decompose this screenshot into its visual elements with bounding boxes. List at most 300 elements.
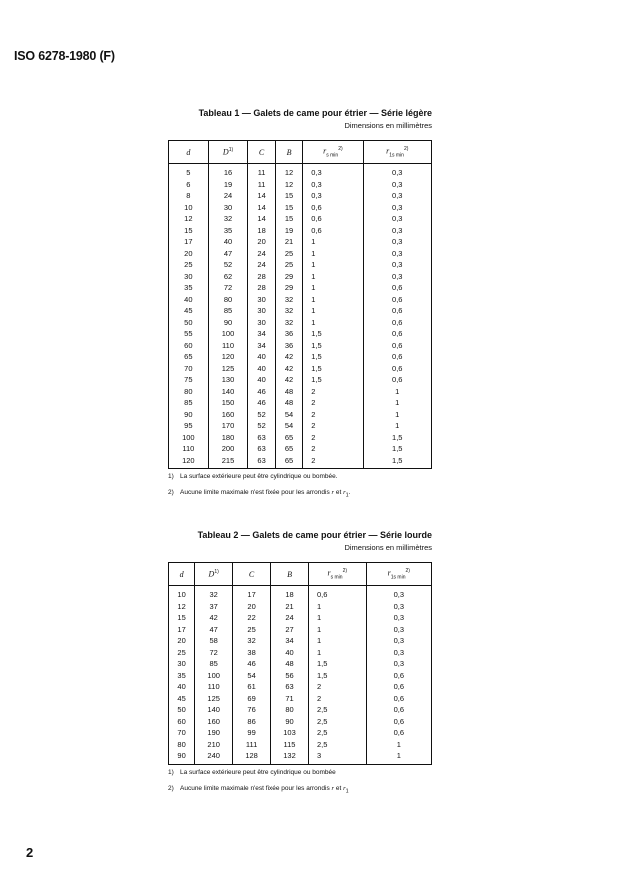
table-cell: 19 [208, 179, 248, 191]
table-cell: 62 [208, 271, 248, 283]
table-cell: 40 [271, 647, 309, 659]
table-cell: 56 [271, 670, 309, 682]
table-cell: 14 [248, 190, 275, 202]
table-cell: 12 [275, 164, 302, 179]
table-cell: 80 [271, 704, 309, 716]
table-cell: 2 [303, 420, 363, 432]
table-cell: 6 [169, 179, 209, 191]
table-cell: 1 [303, 305, 363, 317]
table-cell: 37 [195, 601, 233, 613]
table-cell: 20 [169, 635, 195, 647]
table-cell: 0,6 [366, 681, 431, 693]
table-cell: 1,5 [308, 658, 366, 670]
table2-unit-note: Dimensions en millimètres [344, 543, 432, 552]
table-row [169, 420, 432, 432]
table-cell: 0,6 [363, 340, 431, 352]
table-row [169, 328, 432, 340]
table-cell: 111 [233, 739, 271, 751]
table-cell: 24 [271, 612, 309, 624]
table-cell: 0,6 [363, 305, 431, 317]
table-cell: 160 [208, 409, 248, 421]
table-cell: 170 [208, 420, 248, 432]
table-cell: 0,3 [363, 213, 431, 225]
table-cell: 72 [208, 282, 248, 294]
table-cell: 1 [363, 397, 431, 409]
table-cell: 110 [208, 340, 248, 352]
table-cell: 0,3 [363, 271, 431, 283]
table-row [169, 164, 432, 179]
table-cell: 2 [303, 455, 363, 469]
table-cell: 2,5 [308, 704, 366, 716]
table-cell: 15 [275, 202, 302, 214]
table-cell: 46 [248, 386, 275, 398]
table-cell: 25 [169, 647, 195, 659]
table-cell: 65 [169, 351, 209, 363]
table-cell: 115 [271, 739, 309, 751]
table-cell: 60 [169, 340, 209, 352]
table-cell: 1,5 [303, 363, 363, 375]
table-cell: 2 [303, 432, 363, 444]
table-cell: 90 [169, 750, 195, 764]
table-cell: 0,3 [366, 601, 431, 613]
table-cell: 1 [303, 248, 363, 260]
table-row [169, 443, 432, 455]
table-cell: 0,3 [363, 225, 431, 237]
table-cell: 10 [169, 202, 209, 214]
table-cell: 60 [169, 716, 195, 728]
table-cell: 0,3 [303, 179, 363, 191]
table-row [169, 670, 432, 682]
table-cell: 32 [233, 635, 271, 647]
col-C-header: C [248, 141, 275, 164]
table-row [169, 236, 432, 248]
table-row [169, 658, 432, 670]
table-cell: 50 [169, 704, 195, 716]
table-row [169, 704, 432, 716]
table-cell: 1,5 [303, 340, 363, 352]
col-D-header: $D^{1)}$ [195, 563, 233, 586]
table-row [169, 432, 432, 444]
table-cell: 58 [195, 635, 233, 647]
table-cell: 40 [248, 374, 275, 386]
table-row [169, 259, 432, 271]
col-rs-header: $r_{s min}^{2)}$ [308, 563, 366, 586]
table-cell: 1,5 [308, 670, 366, 682]
table-cell: 0,6 [303, 225, 363, 237]
table-cell: 1,5 [303, 374, 363, 386]
table-cell: 15 [275, 190, 302, 202]
table-cell: 40 [248, 363, 275, 375]
table-cell: 1 [308, 612, 366, 624]
table-cell: 100 [195, 670, 233, 682]
table-row [169, 190, 432, 202]
table-cell: 65 [275, 432, 302, 444]
table2-header-row [169, 563, 432, 586]
table-cell: 30 [248, 294, 275, 306]
col-B-header: B [275, 141, 302, 164]
table-cell: 0,3 [363, 164, 431, 179]
table-cell: 1 [303, 271, 363, 283]
col-d-header: d [169, 141, 209, 164]
table-cell: 28 [248, 282, 275, 294]
table-cell: 52 [208, 259, 248, 271]
table-cell: 0,3 [363, 259, 431, 271]
table-cell: 86 [233, 716, 271, 728]
table-row [169, 586, 432, 601]
table1-header-row [169, 141, 432, 164]
table-cell: 150 [208, 397, 248, 409]
table1-note-1: 1) La surface extérieure peut être cylindrique ou bombée. [168, 473, 338, 480]
table-cell: 0,6 [363, 374, 431, 386]
table-cell: 0,3 [366, 658, 431, 670]
table-cell: 12 [275, 179, 302, 191]
table1-title: Tableau 1 — Galets de came pour étrier — Série légère [198, 108, 432, 118]
table-cell: 1,5 [363, 432, 431, 444]
table-cell: 2 [303, 386, 363, 398]
table-cell: 30 [248, 305, 275, 317]
table-row [169, 225, 432, 237]
table-cell: 0,6 [363, 282, 431, 294]
table-cell: 32 [275, 317, 302, 329]
table1-block [168, 108, 432, 507]
table-cell: 0,6 [366, 693, 431, 705]
table-cell: 1 [366, 750, 431, 764]
table-cell: 80 [169, 739, 195, 751]
table-cell: 55 [169, 328, 209, 340]
table-cell: 65 [275, 443, 302, 455]
table-cell: 0,3 [363, 190, 431, 202]
table-row [169, 693, 432, 705]
table-row [169, 409, 432, 421]
table-cell: 0,3 [303, 190, 363, 202]
table-cell: 54 [275, 420, 302, 432]
table-cell: 29 [275, 271, 302, 283]
table-cell: 30 [169, 658, 195, 670]
table-cell: 1 [308, 601, 366, 613]
table-cell: 34 [248, 340, 275, 352]
col-D-header: $D^{1)}$ [208, 141, 248, 164]
table-row [169, 727, 432, 739]
table-cell: 47 [195, 624, 233, 636]
table-row [169, 202, 432, 214]
table-cell: 20 [169, 248, 209, 260]
col-d-header: d [169, 563, 195, 586]
table-cell: 52 [248, 420, 275, 432]
table-cell: 63 [248, 455, 275, 469]
table-row [169, 271, 432, 283]
table2-note-1: 1) La surface extérieure peut être cylindrique ou bombée [168, 768, 336, 776]
table-cell: 46 [248, 397, 275, 409]
table-cell: 1 [308, 647, 366, 659]
table-cell: 0,6 [363, 328, 431, 340]
table-cell: 63 [248, 443, 275, 455]
table2-notes [168, 769, 432, 794]
table-cell: 32 [275, 294, 302, 306]
table-cell: 0,6 [363, 294, 431, 306]
table-cell: 24 [248, 259, 275, 271]
table-cell: 10 [169, 586, 195, 601]
table-cell: 17 [169, 236, 209, 248]
table-cell: 1 [303, 317, 363, 329]
table-cell: 0,6 [366, 704, 431, 716]
table-cell: 16 [208, 164, 248, 179]
table-row [169, 739, 432, 751]
table-cell: 28 [248, 271, 275, 283]
table-cell: 30 [248, 317, 275, 329]
table-cell: 80 [169, 386, 209, 398]
table-cell: 132 [271, 750, 309, 764]
table-cell: 32 [208, 213, 248, 225]
table-cell: 85 [195, 658, 233, 670]
table-cell: 1,5 [363, 455, 431, 469]
table-cell: 25 [169, 259, 209, 271]
table-cell: 19 [275, 225, 302, 237]
table2-block [168, 530, 432, 803]
table-cell: 0,6 [363, 317, 431, 329]
table-cell: 0,3 [363, 202, 431, 214]
table-cell: 17 [233, 586, 271, 601]
table-cell: 1 [366, 739, 431, 751]
table-cell: 54 [275, 409, 302, 421]
table-cell: 120 [208, 351, 248, 363]
table-cell: 48 [275, 397, 302, 409]
table1-note-2: 2) Aucune limite maximale n'est fixée pour les arrondis r et $r_1$. [168, 489, 351, 499]
table-cell: 3 [308, 750, 366, 764]
table-cell: 1 [308, 624, 366, 636]
col-C-header: C [233, 563, 271, 586]
table-cell: 125 [208, 363, 248, 375]
table-cell: 22 [233, 612, 271, 624]
table-row [169, 248, 432, 260]
table-cell: 200 [208, 443, 248, 455]
table-cell: 20 [233, 601, 271, 613]
table-row [169, 612, 432, 624]
table-cell: 128 [233, 750, 271, 764]
table-cell: 80 [208, 294, 248, 306]
table1 [168, 140, 432, 469]
table-cell: 0,3 [366, 624, 431, 636]
table-cell: 100 [169, 432, 209, 444]
table-cell: 45 [169, 693, 195, 705]
table-cell: 20 [248, 236, 275, 248]
table-row [169, 397, 432, 409]
table-row [169, 317, 432, 329]
table-cell: 8 [169, 190, 209, 202]
table1-notes [168, 473, 432, 498]
table-cell: 40 [169, 681, 195, 693]
table-cell: 1 [363, 409, 431, 421]
table2-title: Tableau 2 — Galets de came pour étrier — Série lourde [197, 530, 432, 540]
table-cell: 85 [169, 397, 209, 409]
table-cell: 34 [248, 328, 275, 340]
table-cell: 24 [208, 190, 248, 202]
table-cell: 54 [233, 670, 271, 682]
table-cell: 0,6 [366, 716, 431, 728]
table-cell: 1,5 [363, 443, 431, 455]
table-cell: 100 [208, 328, 248, 340]
table-row [169, 305, 432, 317]
table-cell: 63 [248, 432, 275, 444]
table-cell: 90 [208, 317, 248, 329]
table-cell: 48 [271, 658, 309, 670]
table-cell: 36 [275, 328, 302, 340]
table-cell: 21 [275, 236, 302, 248]
table1-body [169, 164, 432, 469]
table-cell: 32 [275, 305, 302, 317]
table2-body [169, 586, 432, 765]
table-cell: 0,6 [363, 363, 431, 375]
table-cell: 103 [271, 727, 309, 739]
table-cell: 40 [208, 236, 248, 248]
table-cell: 2,5 [308, 739, 366, 751]
table-cell: 0,3 [366, 635, 431, 647]
table-cell: 0,3 [303, 164, 363, 179]
table-cell: 12 [169, 601, 195, 613]
table-cell: 35 [208, 225, 248, 237]
table-cell: 1 [303, 294, 363, 306]
table-cell: 1 [363, 386, 431, 398]
table-cell: 17 [169, 624, 195, 636]
table-cell: 0,3 [363, 248, 431, 260]
table-cell: 35 [169, 670, 195, 682]
col-r1s-header: $r_{1s min}^{2)}$ [366, 563, 431, 586]
table-cell: 2 [308, 693, 366, 705]
table-cell: 180 [208, 432, 248, 444]
table-row [169, 363, 432, 375]
table-row [169, 179, 432, 191]
table-cell: 61 [233, 681, 271, 693]
table-cell: 0,6 [363, 351, 431, 363]
col-r1s-header: $r_{1s min}^{2)}$ [363, 141, 431, 164]
table-cell: 27 [271, 624, 309, 636]
table-row [169, 647, 432, 659]
table-cell: 38 [233, 647, 271, 659]
table-cell: 72 [195, 647, 233, 659]
table-cell: 1 [308, 635, 366, 647]
table-cell: 110 [195, 681, 233, 693]
table-cell: 240 [195, 750, 233, 764]
table-cell: 2,5 [308, 716, 366, 728]
table-cell: 30 [208, 202, 248, 214]
table-cell: 46 [233, 658, 271, 670]
table-cell: 70 [169, 727, 195, 739]
table-cell: 1 [303, 236, 363, 248]
table-cell: 45 [169, 305, 209, 317]
table-cell: 2 [303, 443, 363, 455]
table-cell: 63 [271, 681, 309, 693]
table-cell: 34 [271, 635, 309, 647]
table-row [169, 282, 432, 294]
table-cell: 42 [275, 363, 302, 375]
table-cell: 52 [248, 409, 275, 421]
table-cell: 215 [208, 455, 248, 469]
table-cell: 160 [195, 716, 233, 728]
document-header: ISO 6278-1980 (F) [14, 49, 115, 63]
table-cell: 0,3 [363, 179, 431, 191]
table-cell: 24 [248, 248, 275, 260]
table-cell: 1 [303, 282, 363, 294]
table-cell: 71 [271, 693, 309, 705]
table-cell: 75 [169, 374, 209, 386]
table-cell: 85 [208, 305, 248, 317]
table-cell: 1,5 [303, 328, 363, 340]
table-cell: 36 [275, 340, 302, 352]
table-cell: 40 [248, 351, 275, 363]
table-cell: 130 [208, 374, 248, 386]
table-cell: 42 [275, 374, 302, 386]
table-cell: 95 [169, 420, 209, 432]
table-cell: 11 [248, 164, 275, 179]
table-cell: 65 [275, 455, 302, 469]
table-cell: 47 [208, 248, 248, 260]
table-cell: 14 [248, 213, 275, 225]
table-cell: 99 [233, 727, 271, 739]
table-cell: 76 [233, 704, 271, 716]
table-cell: 14 [248, 202, 275, 214]
table-cell: 1,5 [303, 351, 363, 363]
table-cell: 50 [169, 317, 209, 329]
table2-note-2: 2) Aucune limite maximale n'est fixée pour les arrondis r et $r_1$ [168, 784, 349, 794]
page-number: 2 [26, 845, 34, 860]
table-cell: 2,5 [308, 727, 366, 739]
table-cell: 5 [169, 164, 209, 179]
table-cell: 70 [169, 363, 209, 375]
table-cell: 0,3 [366, 612, 431, 624]
table-cell: 2 [303, 397, 363, 409]
table-row [169, 601, 432, 613]
table-cell: 1 [363, 420, 431, 432]
table-cell: 2 [308, 681, 366, 693]
table-cell: 25 [275, 248, 302, 260]
table-cell: 18 [271, 586, 309, 601]
table-row [169, 374, 432, 386]
table-cell: 90 [169, 409, 209, 421]
table-cell: 25 [275, 259, 302, 271]
table1-unit-note: Dimensions en millimètres [344, 121, 432, 130]
table-cell: 140 [195, 704, 233, 716]
table-cell: 15 [169, 612, 195, 624]
table-cell: 15 [275, 213, 302, 225]
table-cell: 11 [248, 179, 275, 191]
table-row [169, 294, 432, 306]
table-cell: 30 [169, 271, 209, 283]
table-row [169, 213, 432, 225]
table-cell: 0,6 [303, 202, 363, 214]
table-cell: 35 [169, 282, 209, 294]
table-cell: 48 [275, 386, 302, 398]
table-cell: 29 [275, 282, 302, 294]
table-cell: 140 [208, 386, 248, 398]
table-cell: 69 [233, 693, 271, 705]
table-cell: 0,6 [308, 586, 366, 601]
table-cell: 210 [195, 739, 233, 751]
table-cell: 25 [233, 624, 271, 636]
table-cell: 90 [271, 716, 309, 728]
table-row [169, 635, 432, 647]
table-cell: 125 [195, 693, 233, 705]
col-B-header: B [271, 563, 309, 586]
table-row [169, 386, 432, 398]
table-row [169, 681, 432, 693]
table-cell: 42 [195, 612, 233, 624]
table-cell: 0,3 [366, 586, 431, 601]
table-cell: 0,6 [366, 670, 431, 682]
table-cell: 0,6 [366, 727, 431, 739]
table-cell: 32 [195, 586, 233, 601]
table-row [169, 340, 432, 352]
table-cell: 190 [195, 727, 233, 739]
table-cell: 120 [169, 455, 209, 469]
